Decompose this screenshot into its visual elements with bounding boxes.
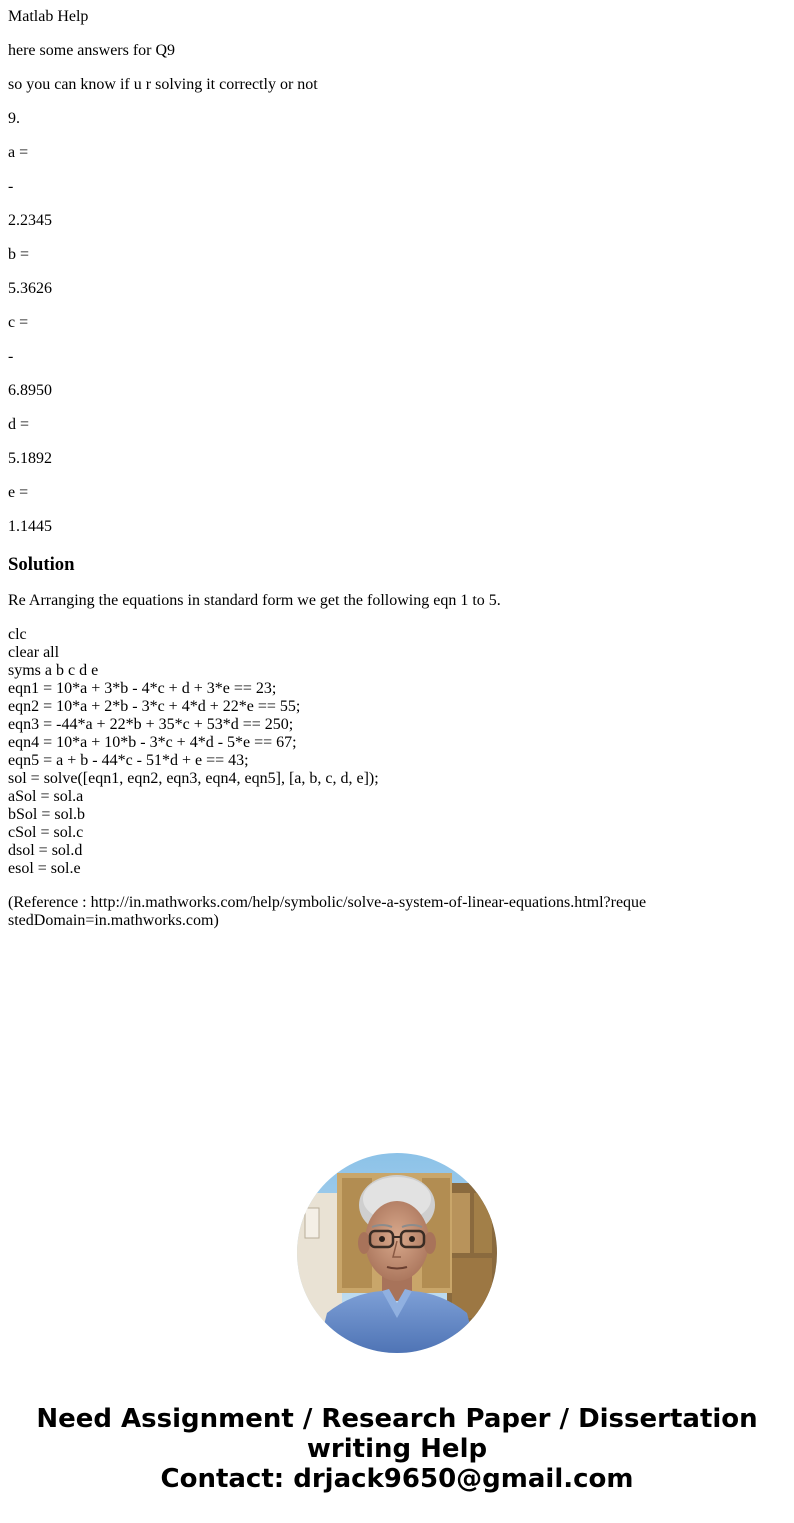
code-line: eqn1 = 10*a + 3*b - 4*c + d + 3*e == 23;: [8, 680, 277, 697]
banner-contact: Contact: drjack9650@gmail.com: [160, 1464, 634, 1494]
code-line: esol = sol.e: [8, 860, 81, 877]
document-title: Matlab Help: [8, 8, 89, 25]
code-line: dsol = sol.d: [8, 842, 83, 859]
code-line: eqn5 = a + b - 44*c - 51*d + e == 43;: [8, 752, 249, 769]
answer-c-label: c =: [8, 314, 29, 331]
banner-line-2: writing Help: [306, 1434, 488, 1464]
code-line: aSol = sol.a: [8, 788, 84, 805]
author-avatar: [297, 1153, 497, 1353]
code-line: eqn2 = 10*a + 2*b - 3*c + 4*d + 22*e == 55;: [8, 698, 301, 715]
code-line: eqn4 = 10*a + 10*b - 3*c + 4*d - 5*e == 67;: [8, 734, 297, 751]
answer-a-value: 2.2345: [8, 212, 52, 229]
code-line: clear all: [8, 644, 60, 661]
author-portrait-image: [297, 1153, 497, 1353]
code-line: eqn3 = -44*a + 22*b + 35*c + 53*d == 250;: [8, 716, 294, 733]
promo-banner: [0, 1404, 794, 1494]
solution-heading: Solution: [8, 554, 75, 575]
question-number: 9.: [8, 110, 20, 127]
code-line: clc: [8, 626, 27, 643]
code-block: [8, 626, 786, 878]
answer-c-value: 6.8950: [8, 382, 52, 399]
solution-description: Re Arranging the equations in standard form we get the following eqn 1 to 5.: [8, 592, 501, 609]
answer-b-label: b =: [8, 246, 30, 263]
intro-line-1: here some answers for Q9: [8, 42, 176, 59]
intro-line-2: so you can know if u r solving it correctly or not: [8, 76, 318, 93]
answer-d-label: d =: [8, 416, 30, 433]
code-line: sol = solve([eqn1, eqn2, eqn3, eqn4, eqn5], [a, b, c, d, e]);: [8, 770, 379, 787]
document-body: [8, 8, 786, 930]
code-line: cSol = sol.c: [8, 824, 84, 841]
answer-e-label: e =: [8, 484, 29, 501]
answer-d-value: 5.1892: [8, 450, 52, 467]
answer-a-sign: -: [8, 178, 14, 195]
banner-line-1: Need Assignment / Research Paper / Dissertation: [36, 1404, 758, 1434]
answer-a-label: a =: [8, 144, 29, 161]
answer-b-value: 5.3626: [8, 280, 52, 297]
code-line: syms a b c d e: [8, 662, 99, 679]
answer-e-value: 1.1445: [8, 518, 52, 535]
answer-c-sign: -: [8, 348, 14, 365]
reference-citation: (Reference : http://in.mathworks.com/help/symbolic/solve-a-system-of-linear-equations.html?requestedDomain=in.mathworks.com): [8, 894, 647, 929]
code-line: bSol = sol.b: [8, 806, 86, 823]
